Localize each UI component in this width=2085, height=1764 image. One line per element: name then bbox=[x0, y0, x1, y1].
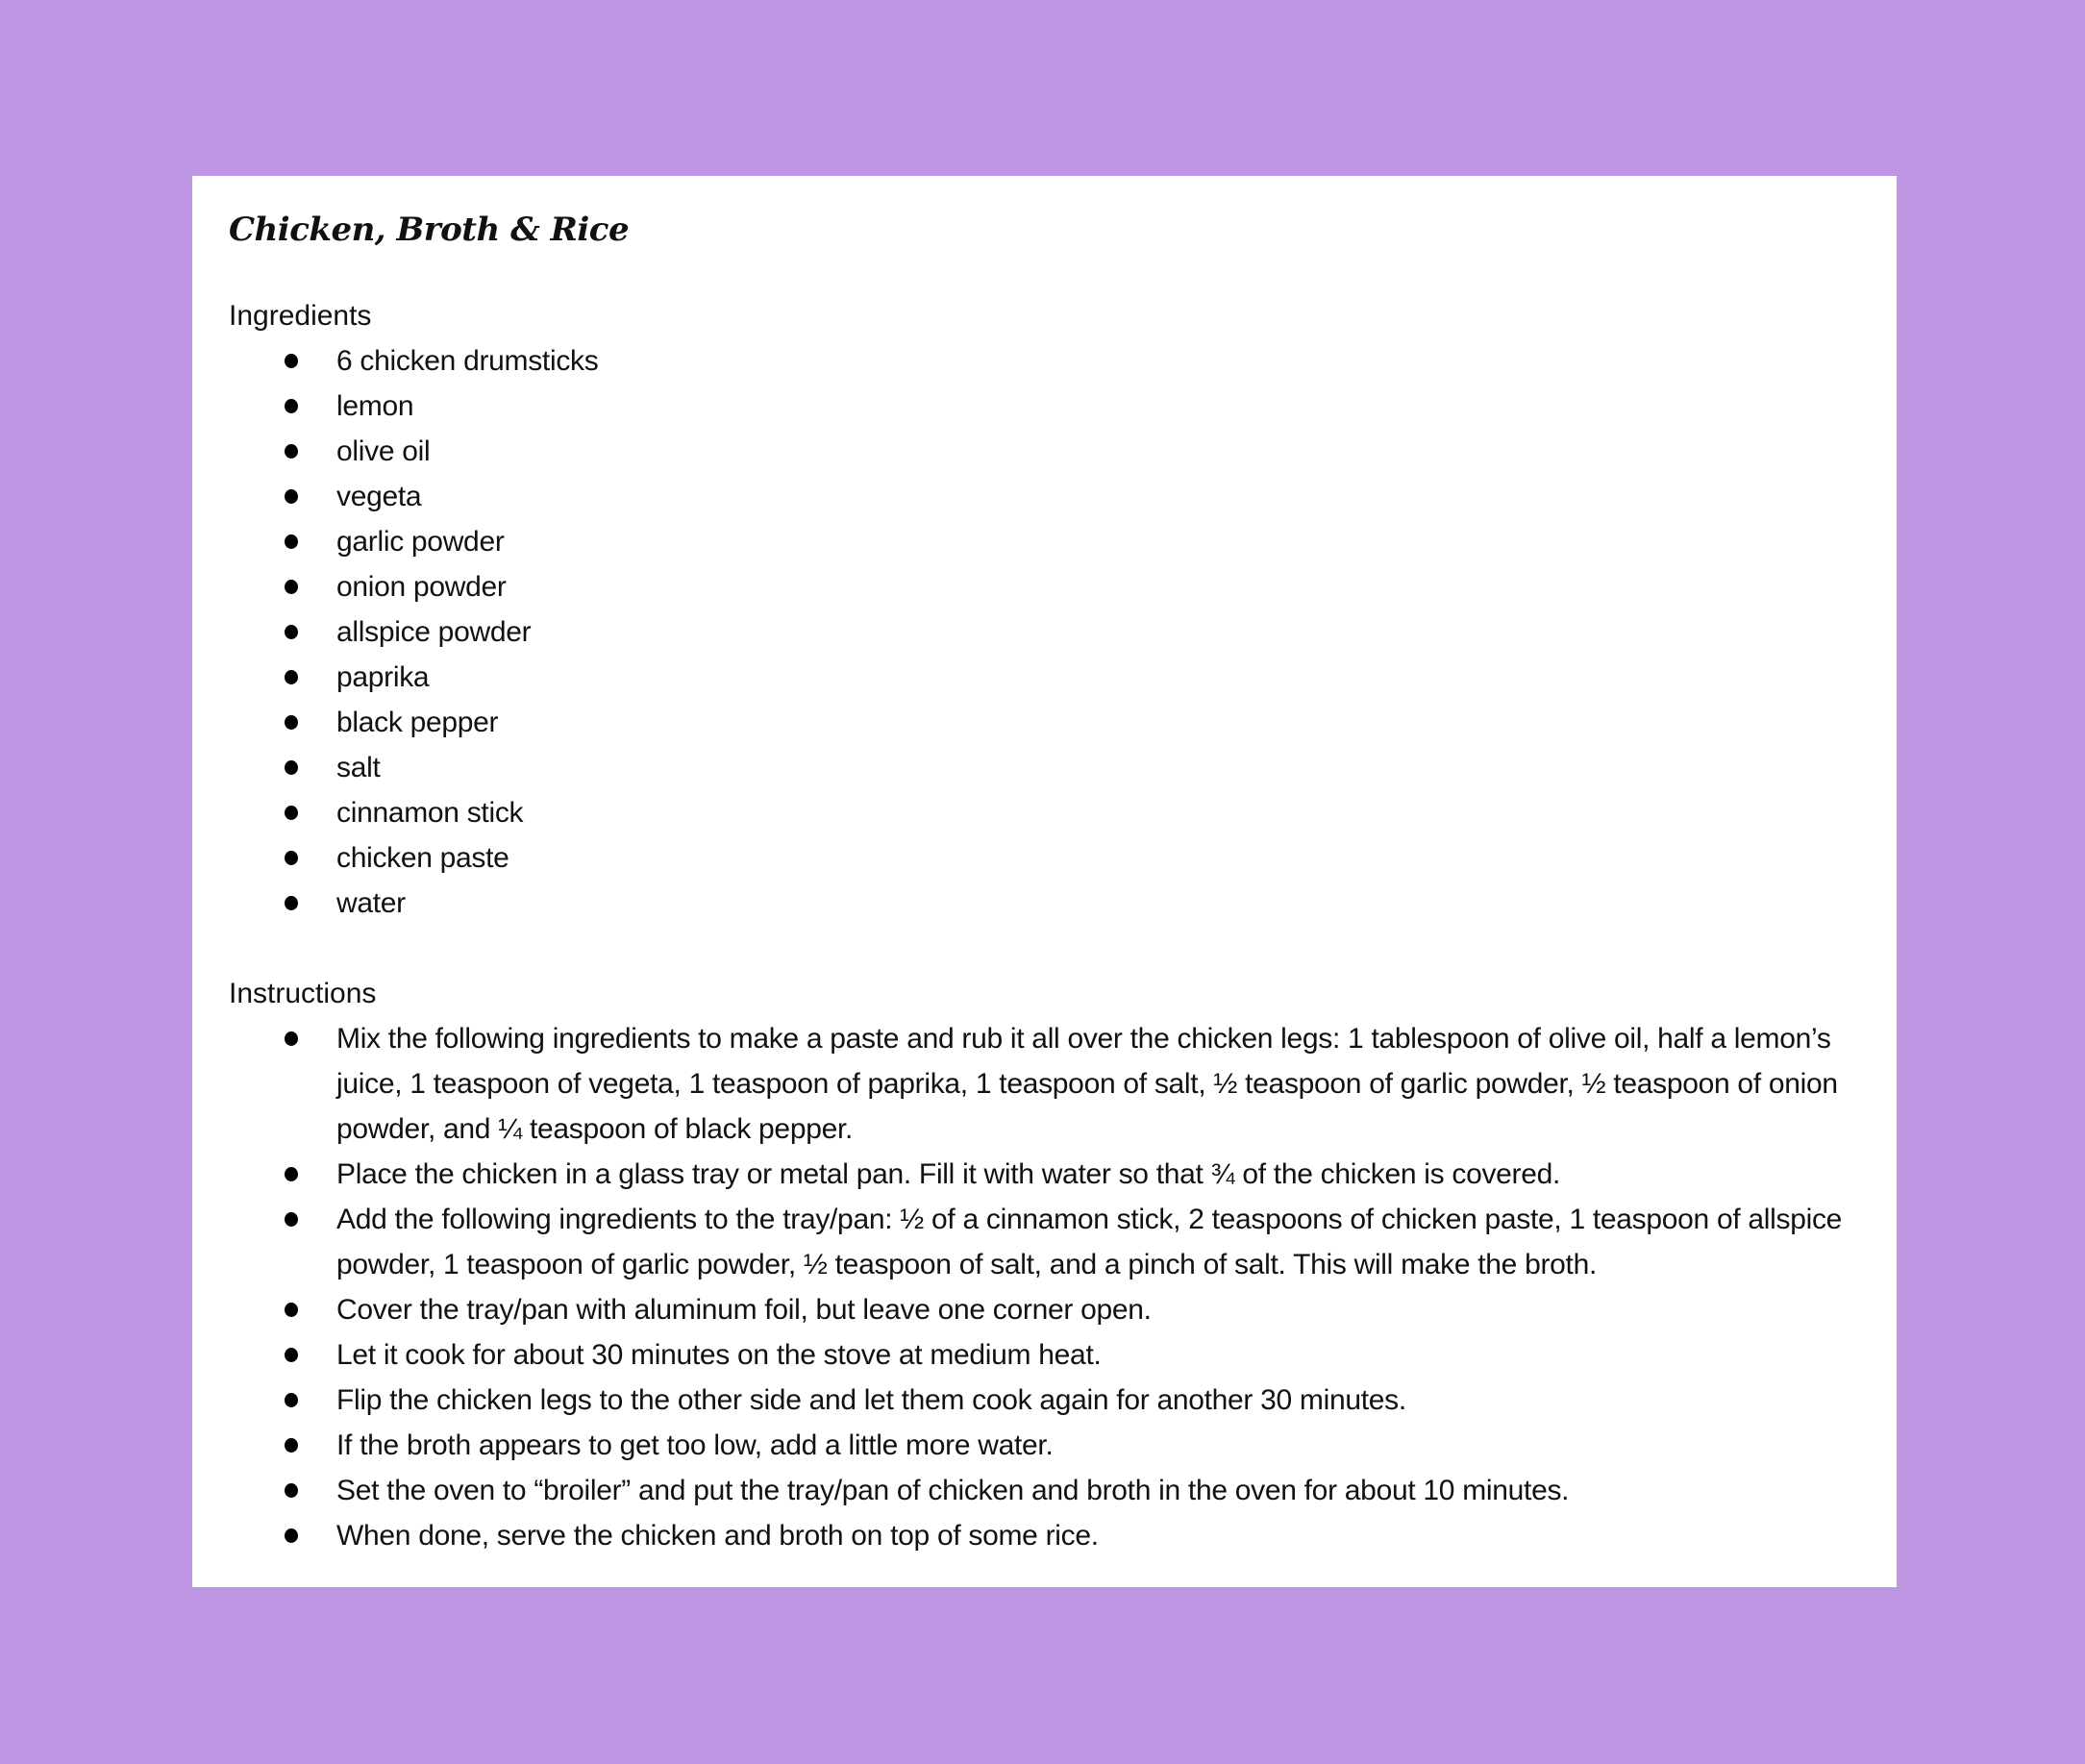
bullet-icon bbox=[285, 354, 298, 368]
ingredient-item: black pepper bbox=[229, 700, 1858, 745]
recipe-title: Chicken, Broth & Rice bbox=[229, 211, 630, 249]
bullet-icon bbox=[285, 534, 298, 549]
ingredients-list bbox=[229, 338, 1858, 926]
bullet-icon bbox=[285, 625, 298, 639]
ingredient-item: olive oil bbox=[229, 429, 1858, 474]
instruction-item: Add the following ingredients to the tray/pan: ½ of a cinnamon stick, 2 teaspoons of chicken paste, 1 teaspoon of allspice powder, 1 teaspoon of garlic powder, ½ teaspoon of salt, and a pinch of salt. This will make the broth. bbox=[229, 1197, 1858, 1287]
instruction-item: Mix the following ingredients to make a paste and rub it all over the chicken legs: 1 tablespoon of olive oil, half a lemon’s juice, 1 teaspoon of vegeta, 1 teaspoon of paprika, 1 teaspoon of salt, ½ teaspoon of garlic powder, ½ teaspoon of onion powder, and ¼ teaspoon of black pepper. bbox=[229, 1016, 1858, 1152]
ingredient-item: allspice powder bbox=[229, 609, 1858, 655]
bullet-icon bbox=[285, 1212, 298, 1227]
bullet-icon bbox=[285, 1303, 298, 1317]
spacer bbox=[229, 926, 1858, 971]
ingredient-item: 6 chicken drumsticks bbox=[229, 338, 1858, 384]
ingredient-item: chicken paste bbox=[229, 835, 1858, 881]
spacer bbox=[229, 257, 1858, 293]
instruction-item: Place the chicken in a glass tray or metal pan. Fill it with water so that ¾ of the chicken is covered. bbox=[229, 1152, 1858, 1197]
recipe-card bbox=[192, 176, 1897, 1587]
bullet-icon bbox=[285, 896, 298, 910]
bullet-icon bbox=[285, 670, 298, 684]
ingredient-item: water bbox=[229, 881, 1858, 926]
bullet-icon bbox=[285, 1393, 298, 1407]
ingredient-item: garlic powder bbox=[229, 519, 1858, 564]
bullet-icon bbox=[285, 806, 298, 820]
bullet-icon bbox=[285, 1167, 298, 1181]
bullet-icon bbox=[285, 760, 298, 775]
ingredient-item: salt bbox=[229, 745, 1858, 790]
bullet-icon bbox=[285, 399, 298, 413]
instruction-item: When done, serve the chicken and broth on top of some rice. bbox=[229, 1513, 1858, 1558]
bullet-icon bbox=[285, 1031, 298, 1046]
ingredient-item: cinnamon stick bbox=[229, 790, 1858, 835]
ingredient-item: vegeta bbox=[229, 474, 1858, 519]
bullet-icon bbox=[285, 1483, 298, 1498]
ingredient-item: onion powder bbox=[229, 564, 1858, 609]
bullet-icon bbox=[285, 1438, 298, 1453]
bullet-icon bbox=[285, 444, 298, 459]
ingredient-item: lemon bbox=[229, 384, 1858, 429]
bullet-icon bbox=[285, 489, 298, 504]
instructions-list bbox=[229, 1016, 1858, 1558]
instruction-item: Let it cook for about 30 minutes on the stove at medium heat. bbox=[229, 1332, 1858, 1378]
bullet-icon bbox=[285, 1528, 298, 1543]
instructions-heading: Instructions bbox=[229, 978, 377, 1009]
bullet-icon bbox=[285, 1348, 298, 1362]
bullet-icon bbox=[285, 851, 298, 865]
recipe-content bbox=[229, 203, 1858, 1558]
ingredients-heading: Ingredients bbox=[229, 300, 372, 332]
instruction-item: If the broth appears to get too low, add a little more water. bbox=[229, 1423, 1858, 1468]
instruction-item: Set the oven to “broiler” and put the tray/pan of chicken and broth in the oven for about 10 minutes. bbox=[229, 1468, 1858, 1513]
instruction-item: Flip the chicken legs to the other side and let them cook again for another 30 minutes. bbox=[229, 1378, 1858, 1423]
bullet-icon bbox=[285, 715, 298, 730]
bullet-icon bbox=[285, 580, 298, 594]
ingredient-item: paprika bbox=[229, 655, 1858, 700]
instruction-item: Cover the tray/pan with aluminum foil, but leave one corner open. bbox=[229, 1287, 1858, 1332]
